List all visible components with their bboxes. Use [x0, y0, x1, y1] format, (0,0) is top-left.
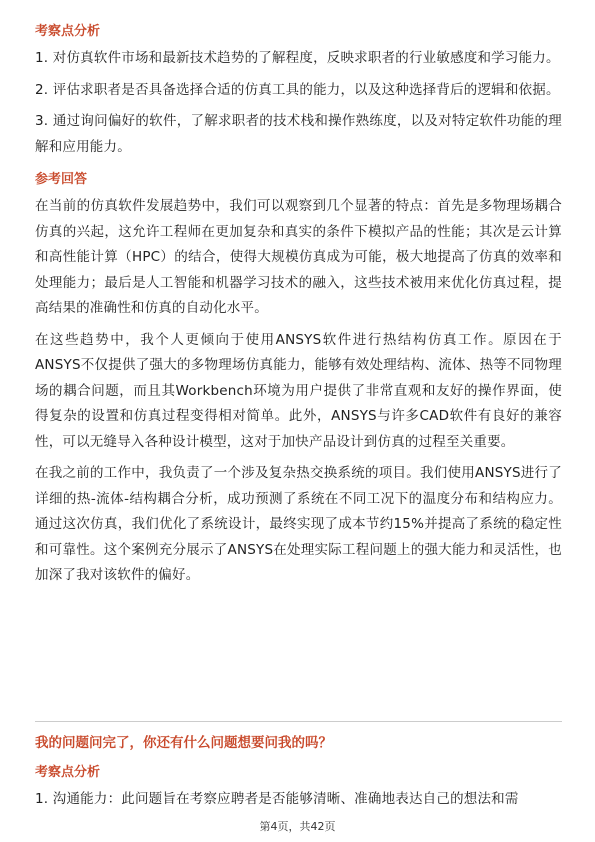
answer-paragraph-1: 在当前的仿真软件发展趋势中，我们可以观察到几个显著的特点：首先是多物理场耦合仿真的兴起，这允许工程师在更加复杂和真实的条件下模拟产品的性能；其次是云计算和高性能计算（HPC）的结合，使得大规模仿真成为可能，极大地提高了仿真的效率和处理能力；最后是人工智能和机器学习技术的融入，这些技术被用来优化仿真过程，提高结果的准确性和仿真的自动化水平。 — [35, 198, 562, 316]
reference-answer-heading: 参考回答 — [35, 172, 88, 187]
answer-paragraph-3: 在我之前的工作中，我负责了一个涉及复杂热交换系统的项目。我们使用ANSYS进行了详细的热-流体-结构耦合分析，成功预测了系统在不同工况下的温度分布和结构应力。通过这次仿真，我们优化了系统设计，最终实现了成本节约15%并提高了系统的稳定性和可靠性。这个案例充分展示了ANSYS在处理实际工程问题上的强大能力和灵活性，也加深了我对该软件的偏好。 — [35, 465, 562, 583]
analysis-item-2: 2. 评估求职者是否具备选择合适的仿真工具的能力，以及这种选择背后的逻辑和依据。 — [35, 81, 560, 98]
second-analysis — [35, 763, 562, 813]
section-divider — [35, 721, 562, 722]
page-content — [35, 22, 562, 595]
question-heading: 我的问题问完了，你还有什么问题想要问我的吗？ — [35, 735, 332, 751]
analysis-heading-2: 考察点分析 — [35, 765, 101, 780]
analysis-item-communication: 1. 沟通能力：此问题旨在考察应聘者是否能够清晰、准确地表达自己的想法和需 — [35, 791, 519, 807]
answer-paragraph-2: 在这些趋势中，我个人更倾向于使用ANSYS软件进行热结构仿真工作。原因在于ANSYS不仅提供了强大的多物理场仿真能力，能够有效处理结构、流体、热等不同物理场的耦合问题，而且其Workbench环境为用户提供了非常直观和友好的操作界面，使得复杂的设置和仿真过程变得相对简单。此外，ANSYS与许多CAD软件有良好的兼容性，可以无缝导入各种设计模型，这对于加快产品设计到仿真的过程至关重要。 — [35, 331, 562, 450]
page-number: 第4页，共42页 — [259, 820, 336, 833]
analysis-item-1: 1. 对仿真软件市场和最新技术趋势的了解程度，反映求职者的行业敏感度和学习能力。 — [35, 50, 560, 66]
analysis-item-3: 3. 通过询问偏好的软件，了解求职者的技术栈和操作熟练度，以及对特定软件功能的理解和应用能力。 — [35, 113, 562, 155]
analysis-heading: 考察点分析 — [35, 24, 101, 39]
